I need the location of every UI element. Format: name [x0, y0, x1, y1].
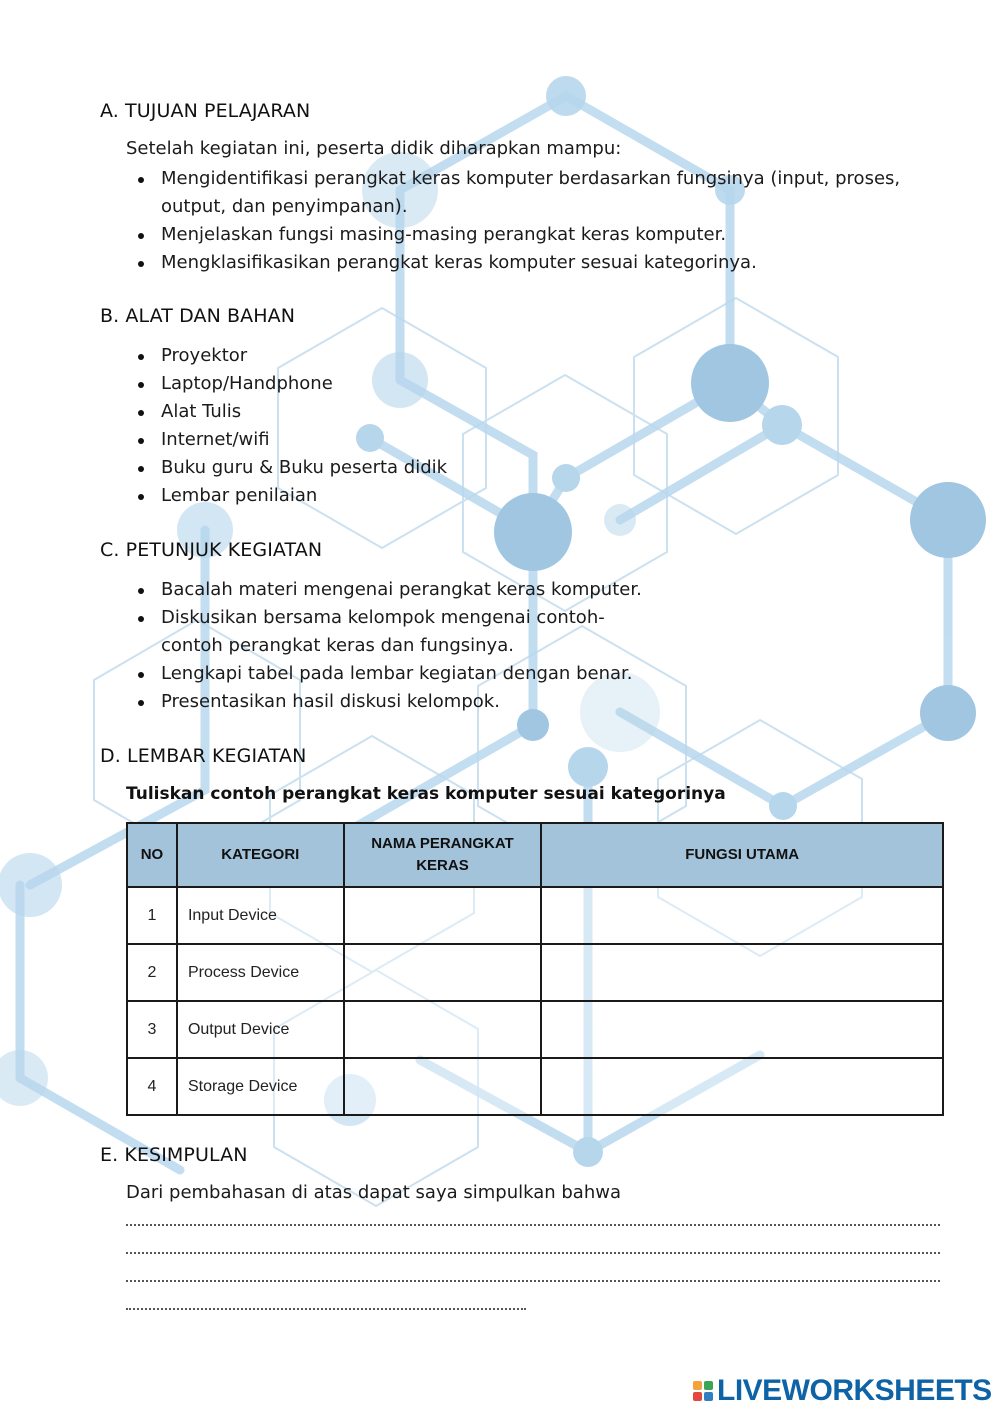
cell-kategori: Input Device [177, 887, 344, 944]
answer-cell-nama[interactable] [344, 944, 542, 1001]
list-item: Bacalah materi mengenai perangkat keras komputer. [126, 576, 916, 604]
answer-cell-fungsi[interactable] [541, 944, 943, 1001]
cell-no: 2 [127, 944, 177, 1001]
header-fungsi-utama: FUNGSI UTAMA [541, 823, 943, 887]
section-d-heading: D. LEMBAR KEGIATAN [100, 745, 307, 767]
answer-cell-nama[interactable] [344, 1001, 542, 1058]
answer-cell-nama[interactable] [344, 887, 542, 944]
list-item: Proyektor [126, 342, 916, 370]
header-no: NO [127, 823, 177, 887]
list-item-line: Diskusikan bersama kelompok mengenai contoh- [161, 607, 605, 628]
answer-cell-fungsi[interactable] [541, 1058, 943, 1115]
section-b-list [126, 342, 916, 510]
logo-tile [704, 1392, 713, 1401]
list-item [126, 604, 916, 660]
list-item: Lembar penilaian [126, 482, 916, 510]
cell-kategori: Process Device [177, 944, 344, 1001]
section-c-heading: C. PETUNJUK KEGIATAN [100, 539, 323, 561]
section-a-intro: Setelah kegiatan ini, peserta didik diharapkan mampu: [126, 138, 622, 159]
list-item: Mengklasifikasikan perangkat keras komputer sesuai kategorinya. [126, 249, 916, 277]
cell-kategori: Output Device [177, 1001, 344, 1058]
conclusion-prompt: Dari pembahasan di atas dapat saya simpulkan bahwa [126, 1182, 621, 1203]
table-header-row [127, 823, 943, 887]
answer-cell-nama[interactable] [344, 1058, 542, 1115]
liveworksheets-logo[interactable] [693, 1374, 992, 1408]
activity-instruction: Tuliskan contoh perangkat keras komputer sesuai kategorinya [126, 784, 726, 804]
section-a-heading: A. TUJUAN PELAJARAN [100, 100, 311, 122]
list-item: Buku guru & Buku peserta didik [126, 454, 916, 482]
cell-no: 1 [127, 887, 177, 944]
list-item: Alat Tulis [126, 398, 916, 426]
list-item: Mengidentifikasi perangkat keras komputer berdasarkan fungsinya (input, proses, output, dan penyimpanan). [126, 165, 916, 221]
header-nama-perangkat: NAMA PERANGKAT KERAS [344, 823, 542, 887]
answer-cell-fungsi[interactable] [541, 887, 943, 944]
header-kategori: KATEGORI [177, 823, 344, 887]
section-a-list [126, 165, 916, 277]
table-row [127, 887, 943, 944]
logo-text: LIVEWORKSHEETS [717, 1374, 992, 1407]
list-item: Internet/wifi [126, 426, 916, 454]
logo-tile [693, 1381, 702, 1390]
table-row [127, 944, 943, 1001]
answer-line[interactable] [126, 1224, 940, 1226]
cell-no: 4 [127, 1058, 177, 1115]
list-item: Menjelaskan fungsi masing-masing perangkat keras komputer. [126, 221, 916, 249]
cell-kategori: Storage Device [177, 1058, 344, 1115]
answer-line[interactable] [126, 1280, 940, 1282]
table-row [127, 1001, 943, 1058]
liveworksheets-logo-icon [693, 1381, 713, 1401]
hardware-table [126, 822, 944, 1116]
section-b-heading: B. ALAT DAN BAHAN [100, 305, 296, 327]
list-item-line: contoh perangkat keras dan fungsinya. [161, 635, 514, 656]
answer-line[interactable] [126, 1252, 940, 1254]
list-item: Laptop/Handphone [126, 370, 916, 398]
section-e-heading: E. KESIMPULAN [100, 1144, 248, 1166]
answer-line[interactable] [126, 1308, 526, 1310]
section-c-list [126, 576, 916, 716]
answer-cell-fungsi[interactable] [541, 1001, 943, 1058]
list-item: Presentasikan hasil diskusi kelompok. [126, 688, 916, 716]
list-item: Lengkapi tabel pada lembar kegiatan dengan benar. [126, 660, 916, 688]
logo-tile [704, 1381, 713, 1390]
cell-no: 3 [127, 1001, 177, 1058]
logo-tile [693, 1392, 702, 1401]
table-row [127, 1058, 943, 1115]
